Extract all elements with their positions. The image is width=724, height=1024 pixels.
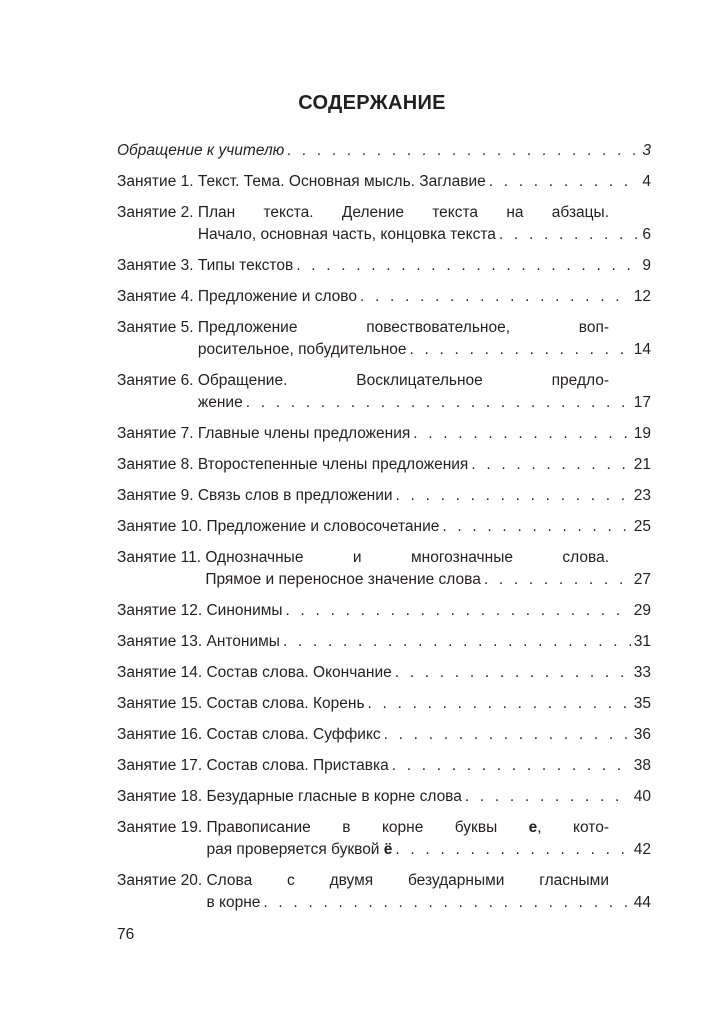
entry-body xyxy=(206,516,651,538)
entry-body xyxy=(206,786,651,808)
lesson-number: Занятие 2. xyxy=(117,204,198,221)
entry-body xyxy=(206,870,651,914)
entry-title-text xyxy=(206,839,392,861)
entry-title-text xyxy=(117,140,284,162)
entry-body xyxy=(206,693,651,715)
entry-title-text xyxy=(206,662,391,684)
entry-line xyxy=(206,892,651,914)
toc-entry[interactable] xyxy=(117,662,651,684)
lesson-number: Занятие 20. xyxy=(117,872,207,889)
entry-page-number: 40 xyxy=(633,788,651,805)
entry-line xyxy=(205,547,651,569)
entry-title-text xyxy=(206,724,380,746)
entry-title-text xyxy=(198,339,407,361)
entry-page-number: 19 xyxy=(633,425,651,442)
entry-line xyxy=(198,317,651,339)
entry-line xyxy=(206,870,651,892)
lesson-number: Занятие 18. xyxy=(117,788,207,805)
toc-entry[interactable] xyxy=(117,631,651,653)
entry-page-number: 25 xyxy=(633,518,651,535)
entry-line xyxy=(206,516,651,538)
toc-entry[interactable] xyxy=(117,317,651,361)
dot-leader xyxy=(286,600,631,622)
entry-text: Слова с двумя безударными гласными xyxy=(206,872,609,889)
toc-entry[interactable] xyxy=(117,454,651,476)
lesson-number: Занятие 15. xyxy=(117,695,207,712)
bold-letter: е xyxy=(528,819,538,836)
dot-leader xyxy=(392,755,631,777)
lesson-number: Занятие 6. xyxy=(117,372,198,389)
toc-entry[interactable] xyxy=(117,755,651,777)
entry-body xyxy=(198,485,651,507)
dot-leader xyxy=(283,631,631,653)
lesson-number: Занятие 1. xyxy=(117,173,198,190)
entry-page-number: 21 xyxy=(633,456,651,473)
entry-text: Главные члены предложения xyxy=(197,425,411,442)
entry-body xyxy=(206,724,651,746)
entry-body xyxy=(206,755,651,777)
entry-body xyxy=(198,317,651,361)
entry-title-text xyxy=(206,786,461,808)
page-title: СОДЕРЖАНИЕ xyxy=(298,92,446,114)
lesson-number: Занятие 10. xyxy=(117,518,207,535)
entry-body xyxy=(198,171,651,193)
lesson-number: Занятие 12. xyxy=(117,602,207,619)
entry-body xyxy=(198,423,651,445)
toc-entry[interactable] xyxy=(117,786,651,808)
entry-text: в корне xyxy=(206,894,261,911)
entry-title-text xyxy=(205,569,481,591)
dot-leader xyxy=(368,693,631,715)
entry-line xyxy=(198,370,651,392)
dot-leader xyxy=(384,724,631,746)
lesson-number: Занятие 9. xyxy=(117,487,198,504)
entry-page-number: 36 xyxy=(633,726,651,743)
entry-page-number: 35 xyxy=(633,695,651,712)
entry-title-text xyxy=(206,631,279,653)
entry-body xyxy=(198,202,651,246)
entry-body xyxy=(198,286,651,308)
dot-leader xyxy=(296,255,639,277)
toc-entry[interactable] xyxy=(117,140,651,162)
entry-page-number: 44 xyxy=(633,894,651,911)
entry-page-number: 9 xyxy=(642,257,651,274)
bold-letter: ё xyxy=(383,841,393,858)
entry-line xyxy=(206,693,651,715)
entry-title-text xyxy=(206,600,282,622)
entry-page-number: 33 xyxy=(633,664,651,681)
toc-entry[interactable] xyxy=(117,870,651,914)
toc-entry[interactable] xyxy=(117,255,651,277)
dot-leader xyxy=(395,839,630,861)
entry-line xyxy=(206,600,651,622)
entry-title-text xyxy=(198,286,357,308)
entry-text: Антонимы xyxy=(206,633,280,650)
dot-leader xyxy=(484,569,631,591)
lesson-number: Занятие 14. xyxy=(117,664,207,681)
dot-leader xyxy=(246,392,631,414)
entry-page-number: 17 xyxy=(633,394,651,411)
entry-page-number: 3 xyxy=(642,142,651,159)
dot-leader xyxy=(287,140,639,162)
lesson-number: Занятие 8. xyxy=(117,456,198,473)
entry-line xyxy=(198,339,651,361)
entry-body xyxy=(117,140,651,162)
lesson-number: Занятие 5. xyxy=(117,319,198,336)
entry-text: Предложение и слово xyxy=(197,288,357,305)
lesson-number: Занятие 19. xyxy=(117,819,207,836)
entry-title-text xyxy=(206,755,388,777)
entry-body xyxy=(206,631,651,653)
entry-text: Состав слова. Корень xyxy=(206,695,365,712)
entry-line xyxy=(206,839,651,861)
lesson-number: Занятие 7. xyxy=(117,425,198,442)
toc-entry[interactable] xyxy=(117,370,651,414)
entry-text: Типы текстов xyxy=(197,257,294,274)
entry-text: Безударные гласные в корне слова xyxy=(206,788,462,805)
entry-text: рая проверяется буквой xyxy=(206,841,384,858)
entry-line xyxy=(198,423,651,445)
entry-line xyxy=(198,392,651,414)
entry-page-number: 27 xyxy=(633,571,651,588)
entry-line xyxy=(198,202,651,224)
entry-page-number: 4 xyxy=(642,173,651,190)
dot-leader xyxy=(471,454,630,476)
entry-text: Состав слова. Приставка xyxy=(206,757,389,774)
entry-line xyxy=(198,286,651,308)
entry-page-number: 38 xyxy=(633,757,651,774)
entry-text: Состав слова. Суффикс xyxy=(206,726,381,743)
toc-entry[interactable] xyxy=(117,286,651,308)
entry-text: Состав слова. Окончание xyxy=(206,664,392,681)
dot-leader xyxy=(263,892,630,914)
entry-line xyxy=(198,171,651,193)
entry-title-text xyxy=(206,516,439,538)
entry-line xyxy=(206,817,651,839)
lesson-number: Занятие 4. xyxy=(117,288,198,305)
entry-line xyxy=(206,755,651,777)
toc-entry[interactable] xyxy=(117,423,651,445)
entry-body xyxy=(198,454,651,476)
entry-body xyxy=(205,547,651,591)
dot-leader xyxy=(489,171,640,193)
entry-text: Синонимы xyxy=(206,602,283,619)
toc-entry[interactable] xyxy=(117,485,651,507)
entry-title-text xyxy=(198,454,468,476)
entry-page-number: 42 xyxy=(633,841,651,858)
entry-line xyxy=(206,631,651,653)
entry-body xyxy=(206,662,651,684)
entry-text: Предложение повествовательное, воп- xyxy=(197,319,609,336)
toc-entry[interactable] xyxy=(117,724,651,746)
entry-title-text xyxy=(198,255,293,277)
entry-page-number: 12 xyxy=(633,288,651,305)
dot-leader xyxy=(499,224,639,246)
toc-entry[interactable] xyxy=(117,171,651,193)
entry-line xyxy=(206,724,651,746)
entry-line xyxy=(198,224,651,246)
dot-leader xyxy=(396,485,631,507)
entry-text: Обращение. Восклицательное предло- xyxy=(197,372,609,389)
entry-line xyxy=(206,786,651,808)
entry-text: Начало, основная часть, концовка текста xyxy=(197,226,496,243)
entry-title-text xyxy=(198,171,486,193)
entry-text: Предложение и словосочетание xyxy=(206,518,440,535)
toc-entry[interactable] xyxy=(117,547,651,591)
entry-line xyxy=(198,454,651,476)
entry-line xyxy=(205,569,651,591)
entry-text: Однозначные и многозначные слова. xyxy=(205,549,609,566)
entry-page-number: 31 xyxy=(633,633,651,650)
entry-text: Текст. Тема. Основная мысль. Заглавие xyxy=(197,173,486,190)
entry-text: Связь слов в предложении xyxy=(197,487,393,504)
entry-title-text xyxy=(198,423,410,445)
entry-text: Обращение к учителю xyxy=(117,142,285,159)
entry-page-number: 23 xyxy=(633,487,651,504)
entry-line xyxy=(206,662,651,684)
entry-body xyxy=(198,370,651,414)
entry-title-text xyxy=(206,693,364,715)
toc-entry[interactable] xyxy=(117,516,651,538)
toc-entry[interactable] xyxy=(117,817,651,861)
entry-body xyxy=(198,255,651,277)
lesson-number: Занятие 17. xyxy=(117,757,207,774)
entry-line xyxy=(198,485,651,507)
entry-text: План текста. Деление текста на абзацы. xyxy=(197,204,609,221)
dot-leader xyxy=(410,339,631,361)
dot-leader xyxy=(465,786,631,808)
entry-title-text xyxy=(198,392,243,414)
entry-text: Прямое и переносное значение слова xyxy=(205,571,481,588)
entry-line xyxy=(198,255,651,277)
entry-page-number: 29 xyxy=(633,602,651,619)
lesson-number: Занятие 3. xyxy=(117,257,198,274)
entry-body xyxy=(206,817,651,861)
entry-text: жение xyxy=(197,394,243,411)
lesson-number: Занятие 13. xyxy=(117,633,207,650)
dot-leader xyxy=(442,516,630,538)
page-number: 76 xyxy=(117,926,135,943)
entry-line xyxy=(117,140,651,162)
entry-title-text xyxy=(198,485,393,507)
entry-text: Второстепенные члены предложения xyxy=(197,456,469,473)
lesson-number: Занятие 16. xyxy=(117,726,207,743)
table-of-contents xyxy=(117,140,651,923)
entry-body xyxy=(206,600,651,622)
entry-text: , кото- xyxy=(537,819,609,836)
toc-entry[interactable] xyxy=(117,600,651,622)
dot-leader xyxy=(413,423,630,445)
dot-leader xyxy=(395,662,631,684)
toc-entry[interactable] xyxy=(117,202,651,246)
toc-entry[interactable] xyxy=(117,693,651,715)
entry-title-text xyxy=(198,224,496,246)
entry-text: Правописание в корне буквы xyxy=(206,819,529,836)
dot-leader xyxy=(360,286,631,308)
entry-page-number: 14 xyxy=(633,341,651,358)
entry-page-number: 6 xyxy=(642,226,651,243)
lesson-number: Занятие 11. xyxy=(117,549,206,566)
entry-text: росительное, побудительное xyxy=(197,341,407,358)
entry-title-text xyxy=(206,892,260,914)
